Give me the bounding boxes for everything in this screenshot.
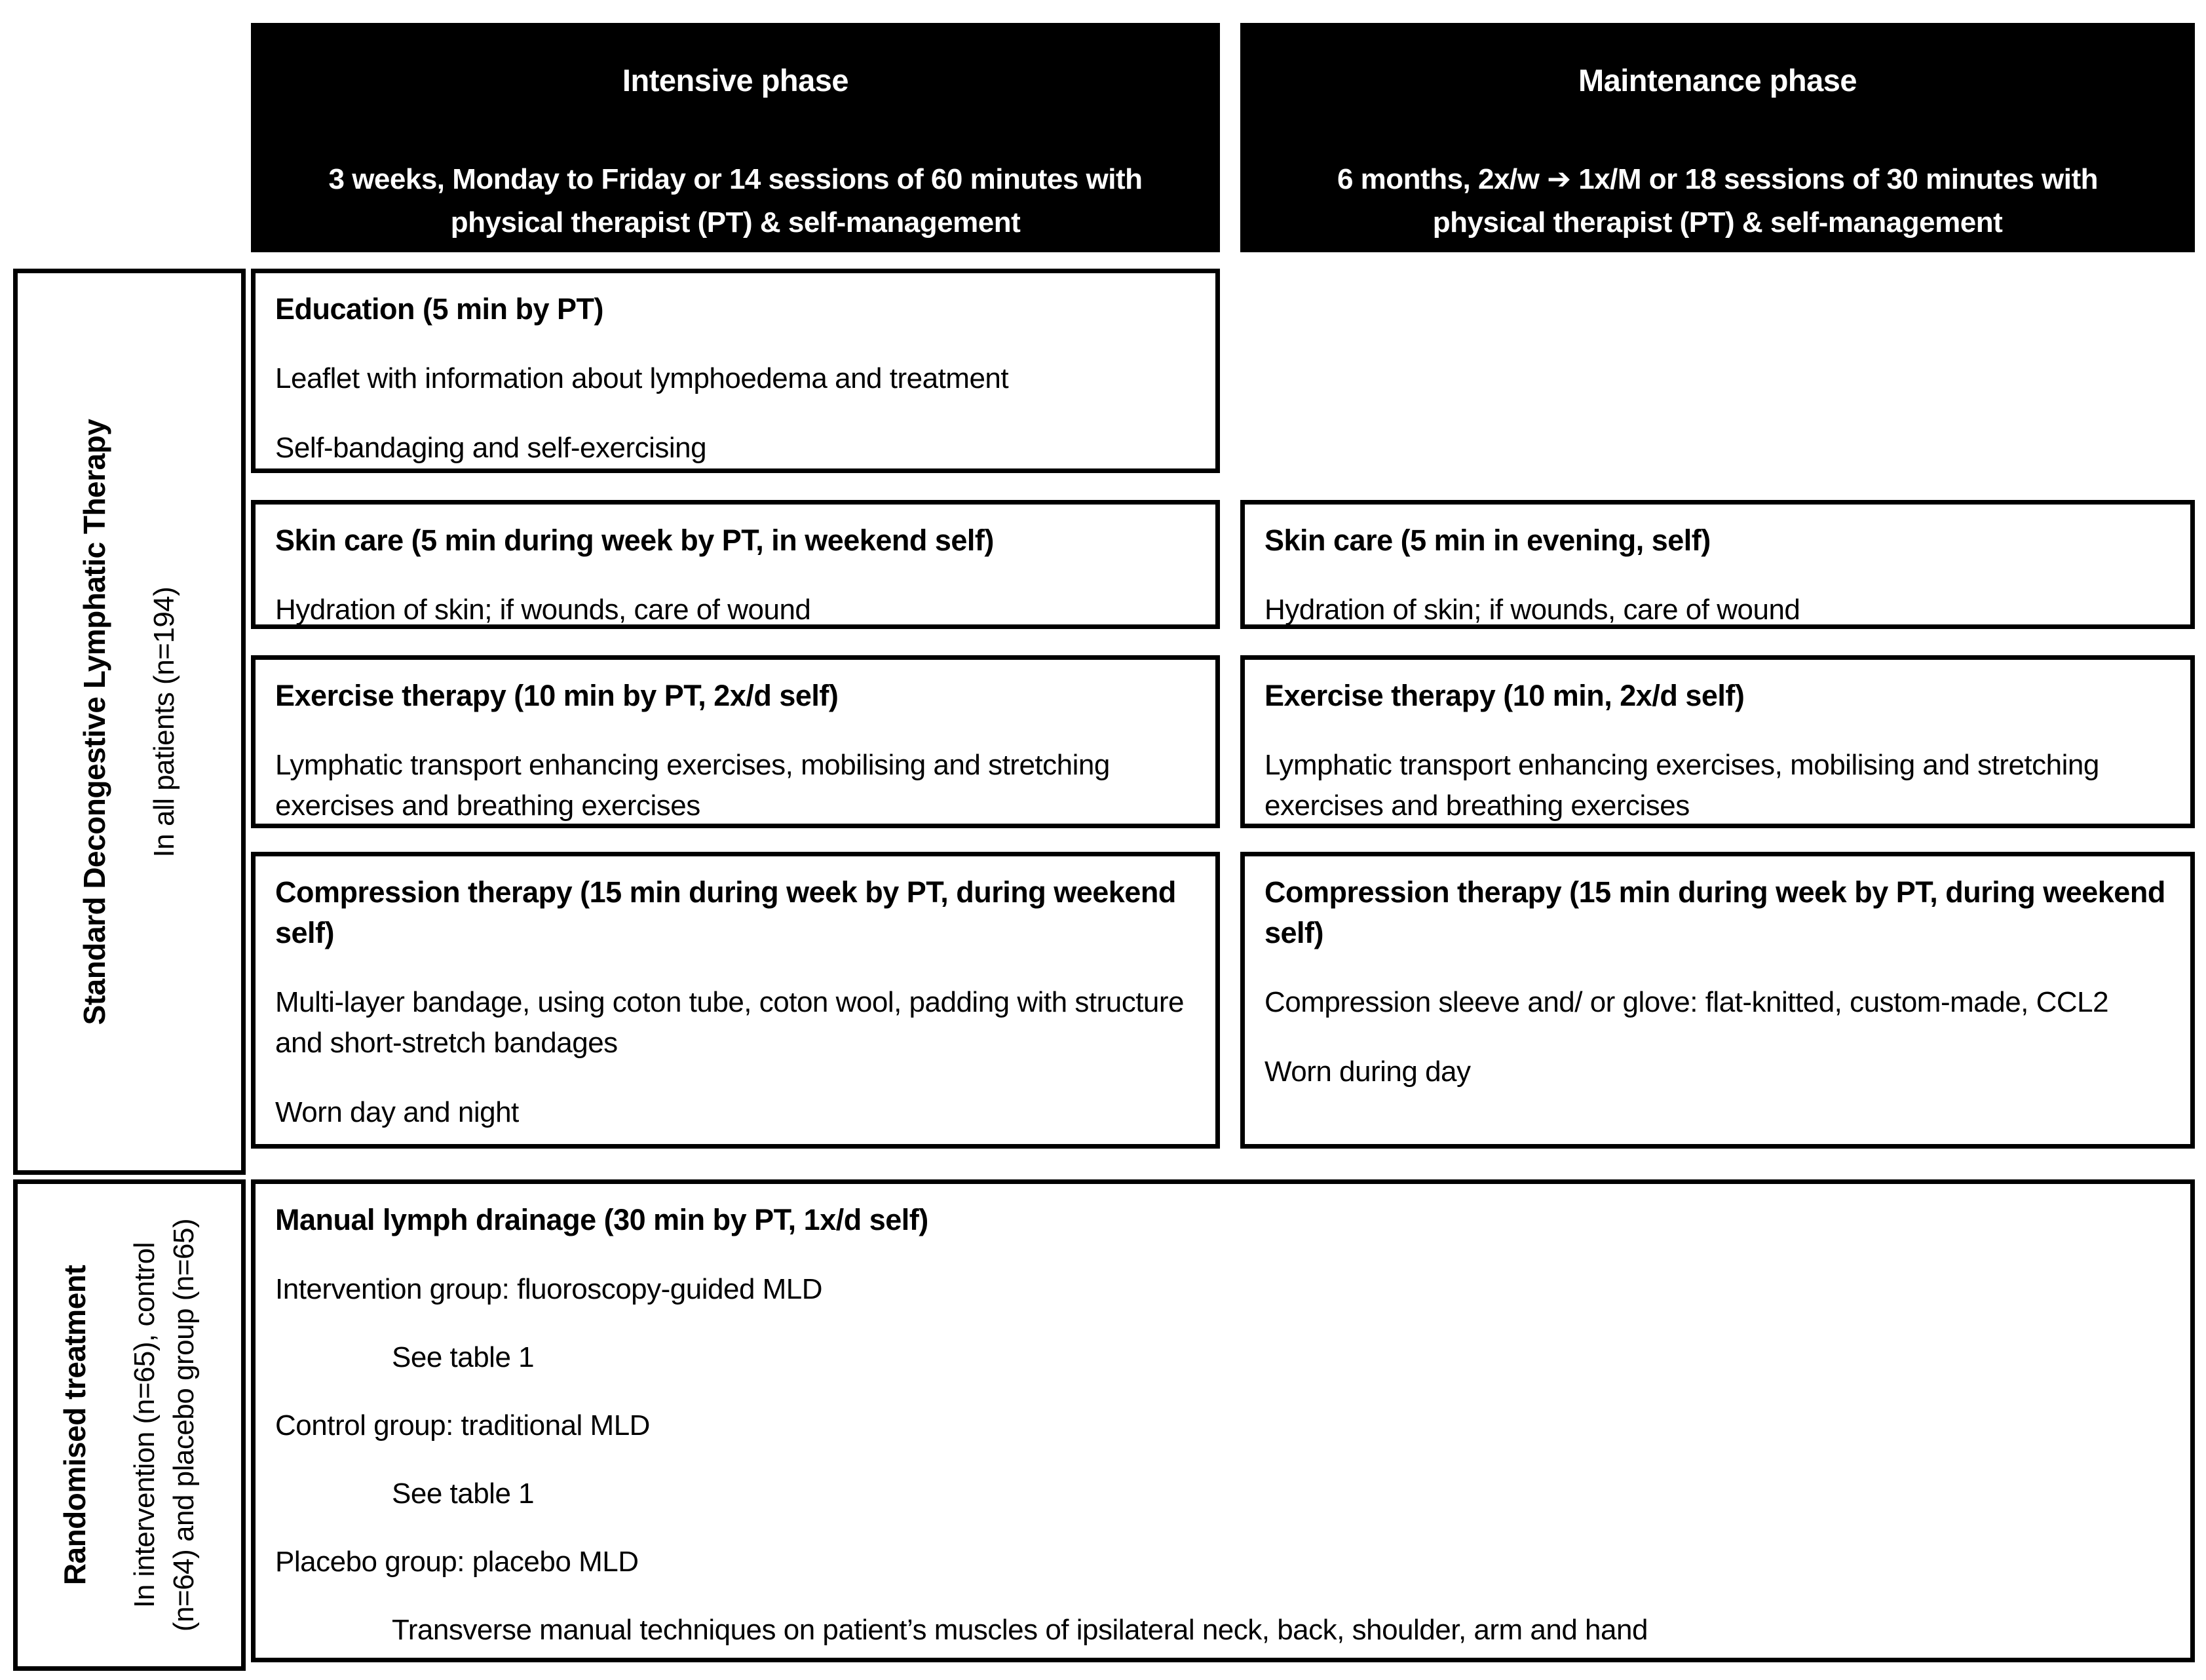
skin-care-maintenance-cell (1240, 500, 2195, 629)
intensive-phase-header (251, 23, 1220, 252)
exercise-intensive-cell (251, 655, 1220, 828)
compression-intensive-heading: Compression therapy (15 min during week by PT, during weekend self) (275, 875, 1176, 949)
maintenance-phase-header (1240, 23, 2195, 252)
compression-maintenance-cell (1240, 852, 2195, 1149)
mld-cell (251, 1179, 2195, 1662)
exercise-intensive-body: Lymphatic transport enhancing exercises, mobilising and stretching exercises and breathing exercises (275, 749, 1110, 822)
exercise-maintenance-heading: Exercise therapy (10 min, 2x/d self) (1265, 679, 1745, 712)
exercise-maintenance-cell (1240, 655, 2195, 828)
randomised-rotated-label (56, 1202, 204, 1648)
skin-care-intensive-body: Hydration of skin; if wounds, care of wound (275, 594, 811, 626)
mld-line-intervention: Intervention group: fluoroscopy-guided MLD (275, 1273, 823, 1305)
education-heading: Education (5 min by PT) (275, 292, 604, 326)
mld-line-placebo: Placebo group: placebo MLD (275, 1546, 639, 1578)
compression-maintenance-heading: Compression therapy (15 min during week by PT, during weekend self) (1265, 875, 2165, 949)
intensive-phase-title: Intensive phase (622, 63, 849, 98)
education-line: Self-bandaging and self-exercising (275, 432, 707, 464)
skin-care-maintenance-body: Hydration of skin; if wounds, care of wound (1265, 594, 1800, 626)
education-line: Leaflet with information about lymphoedema and treatment (275, 362, 1009, 394)
compression-maintenance-note: Worn during day (1265, 1056, 1471, 1088)
compression-intensive-cell (251, 852, 1220, 1149)
skin-care-intensive-cell (251, 500, 1220, 629)
maintenance-phase-subtitle: 6 months, 2x/w ➔ 1x/M or 18 sessions of 30 minutes with physical therapist (PT) & self-management (1337, 163, 2099, 239)
compression-intensive-note: Worn day and night (275, 1096, 519, 1128)
education-cell (251, 269, 1220, 473)
sdlt-subtitle: In all patients (n=194) (147, 586, 180, 857)
sdlt-rotated-label (75, 290, 184, 1155)
exercise-maintenance-body: Lymphatic transport enhancing exercises, mobilising and stretching exercises and breathing exercises (1265, 749, 2099, 822)
mld-line-see-table: See table 1 (392, 1478, 535, 1510)
mld-line-see-table: See table 1 (392, 1341, 535, 1373)
maintenance-phase-title: Maintenance phase (1578, 63, 1857, 98)
randomised-subtitle: In intervention (n=65), control (n=64) and placebo group (n=65) (128, 1218, 200, 1632)
mld-heading: Manual lymph drainage (30 min by PT, 1x/d self) (275, 1203, 928, 1236)
exercise-intensive-heading: Exercise therapy (10 min by PT, 2x/d self) (275, 679, 839, 712)
sdlt-row-label-box (13, 269, 246, 1175)
mld-line-control: Control group: traditional MLD (275, 1409, 650, 1441)
compression-intensive-body: Multi-layer bandage, using coton tube, coton wool, padding with structure and short-stretch bandages (275, 986, 1185, 1059)
skin-care-maintenance-heading: Skin care (5 min in evening, self) (1265, 524, 1711, 557)
skin-care-intensive-heading: Skin care (5 min during week by PT, in weekend self) (275, 524, 994, 557)
sdlt-title: Standard Decongestive Lymphatic Therapy (77, 419, 111, 1025)
randomised-title: Randomised treatment (57, 1265, 92, 1586)
mld-line-placebo-detail: Transverse manual techniques on patient’s muscles of ipsilateral neck, back, shoulder, arm and hand (392, 1614, 1648, 1646)
compression-maintenance-body: Compression sleeve and/ or glove: flat-knitted, custom-made, CCL2 (1265, 986, 2109, 1018)
intensive-phase-subtitle: 3 weeks, Monday to Friday or 14 sessions of 60 minutes with physical therapist (PT) & self-management (328, 163, 1143, 239)
randomised-row-label-box (13, 1179, 246, 1671)
